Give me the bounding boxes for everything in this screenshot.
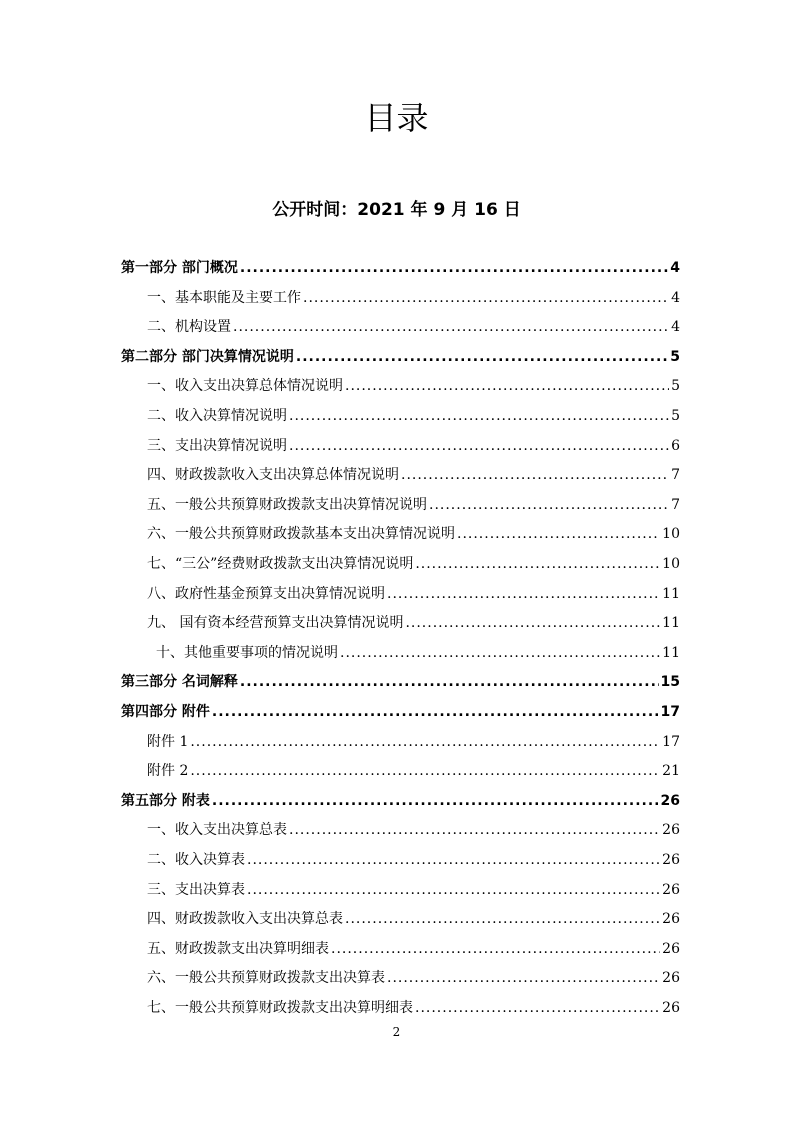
toc-entry-page: 26 — [662, 941, 680, 957]
toc-entry-page: 11 — [662, 615, 680, 631]
toc-entry-page: 4 — [671, 290, 680, 306]
toc-section-entry[interactable] — [121, 345, 680, 369]
dot-leader — [289, 818, 660, 842]
dot-leader — [457, 522, 660, 546]
toc-entry-page: 15 — [660, 674, 680, 690]
toc-entry[interactable] — [147, 937, 680, 961]
dot-leader — [247, 848, 660, 872]
toc-entry-label: 二、收入决算情况说明 — [147, 408, 287, 424]
dot-leader — [190, 759, 660, 783]
toc-entry-label: 第四部分 附件 — [121, 704, 210, 720]
toc-entry-page: 10 — [662, 526, 680, 542]
publish-date: 公开时间：2021 年 9 月 16 日 — [272, 200, 521, 220]
toc-entry-page: 26 — [662, 911, 680, 927]
toc-section-entry[interactable] — [121, 700, 680, 724]
toc-entry-page: 26 — [662, 1000, 680, 1016]
toc-entry[interactable] — [147, 966, 680, 990]
toc-entry-page: 5 — [671, 378, 680, 394]
toc-entry[interactable] — [147, 878, 680, 902]
toc-entry[interactable] — [147, 996, 680, 1020]
toc-entry[interactable] — [147, 848, 680, 872]
page-title: 目录 — [364, 99, 429, 137]
toc-entry-label: 附件 2 — [147, 763, 189, 779]
dot-leader — [212, 789, 659, 813]
page-number: 2 — [392, 1025, 401, 1039]
toc-entry-label: 五、一般公共预算财政拨款支出决算情况说明 — [147, 497, 427, 513]
toc-entry-label: 六、一般公共预算财政拨款支出决算表 — [147, 970, 385, 986]
toc-entry-page: 5 — [671, 408, 680, 424]
toc-entry[interactable] — [147, 434, 680, 458]
dot-leader — [190, 730, 660, 754]
toc-entry-page: 26 — [662, 882, 680, 898]
toc-entry-page: 4 — [671, 319, 680, 335]
toc-section-entry[interactable] — [121, 256, 680, 280]
dot-leader — [345, 907, 660, 931]
toc-entry[interactable] — [147, 463, 680, 487]
dot-leader — [240, 670, 659, 694]
toc-entry-label: 第二部分 部门决算情况说明 — [121, 349, 294, 365]
toc-entry-label: 四、财政拨款收入支出决算总体情况说明 — [147, 467, 399, 483]
toc-entry-label: 二、机构设置 — [147, 319, 231, 335]
dot-leader — [401, 463, 669, 487]
toc-entry-page: 6 — [671, 438, 680, 454]
toc-entry-page: 26 — [662, 822, 680, 838]
toc-entry-label: 附件 1 — [147, 734, 189, 750]
toc-entry-page: 17 — [660, 704, 680, 720]
toc-entry-page: 10 — [662, 556, 680, 572]
toc-entry-page: 26 — [660, 793, 680, 809]
toc-entry-label: 六、一般公共预算财政拨款基本支出决算情况说明 — [147, 526, 455, 542]
toc-entry-label: 七、“三公”经费财政拨款支出决算情况说明 — [147, 556, 414, 572]
toc-entry-label: 八、政府性基金预算支出决算情况说明 — [147, 586, 385, 602]
dot-leader — [415, 552, 660, 576]
toc-entry-label: 第五部分 附表 — [121, 793, 210, 809]
toc-entry-page: 26 — [662, 970, 680, 986]
dot-leader — [296, 345, 668, 369]
toc-entry[interactable] — [147, 818, 680, 842]
dot-leader — [415, 996, 660, 1020]
toc-entry-page: 26 — [662, 852, 680, 868]
dot-leader — [240, 256, 668, 280]
dot-leader — [331, 937, 660, 961]
dot-leader — [233, 315, 669, 339]
dot-leader — [405, 611, 660, 635]
toc-entry-page: 17 — [662, 734, 680, 750]
toc-entry-page: 21 — [662, 763, 680, 779]
toc-entry[interactable] — [147, 493, 680, 517]
toc-entry-label: 三、支出决算表 — [147, 882, 245, 898]
toc-entry-label: 第三部分 名词解释 — [121, 674, 238, 690]
dot-leader — [340, 641, 660, 665]
toc-entry-label: 九、 国有资本经营预算支出决算情况说明 — [147, 615, 404, 631]
toc-entry-label: 五、财政拨款支出决算明细表 — [147, 941, 329, 957]
toc-entry-page: 11 — [662, 645, 680, 661]
toc-entry[interactable] — [147, 552, 680, 576]
toc-entry[interactable] — [147, 907, 680, 931]
dot-leader — [289, 434, 669, 458]
dot-leader — [289, 404, 669, 428]
toc-entry-label: 七、一般公共预算财政拨款支出决算明细表 — [147, 1000, 413, 1016]
toc-entry[interactable] — [147, 374, 680, 398]
toc-entry-page: 7 — [671, 467, 680, 483]
toc-entry-label: 三、支出决算情况说明 — [147, 438, 287, 454]
toc-entry-label: 一、收入支出决算总体情况说明 — [147, 378, 343, 394]
toc-entry-label: 一、基本职能及主要工作 — [147, 290, 301, 306]
toc-entry-page: 7 — [671, 497, 680, 513]
dot-leader — [345, 374, 669, 398]
toc-entry-label: 第一部分 部门概况 — [121, 260, 238, 276]
dot-leader — [303, 286, 669, 310]
dot-leader — [212, 700, 659, 724]
toc-entry-page: 5 — [670, 349, 680, 365]
toc-entry[interactable] — [147, 315, 680, 339]
dot-leader — [387, 582, 660, 606]
toc-section-entry[interactable] — [121, 789, 680, 813]
toc-entry[interactable] — [147, 759, 680, 783]
dot-leader — [429, 493, 669, 517]
toc-entry[interactable] — [147, 404, 680, 428]
toc-entry-page: 4 — [670, 260, 680, 276]
toc-entry[interactable] — [156, 641, 680, 665]
toc-entry-page: 11 — [662, 586, 680, 602]
toc-entry[interactable] — [147, 286, 680, 310]
toc-entry-label: 十、其他重要事项的情况说明 — [156, 645, 338, 661]
toc-section-entry[interactable] — [121, 670, 680, 694]
toc-entry[interactable] — [147, 611, 680, 635]
dot-leader — [247, 878, 660, 902]
toc-entry-label: 二、收入决算表 — [147, 852, 245, 868]
toc-entry[interactable] — [147, 730, 680, 754]
toc-entry-label: 一、收入支出决算总表 — [147, 822, 287, 838]
toc-entry[interactable] — [147, 582, 680, 606]
toc-entry-label: 四、财政拨款收入支出决算总表 — [147, 911, 343, 927]
toc-entry[interactable] — [147, 522, 680, 546]
dot-leader — [387, 966, 660, 990]
